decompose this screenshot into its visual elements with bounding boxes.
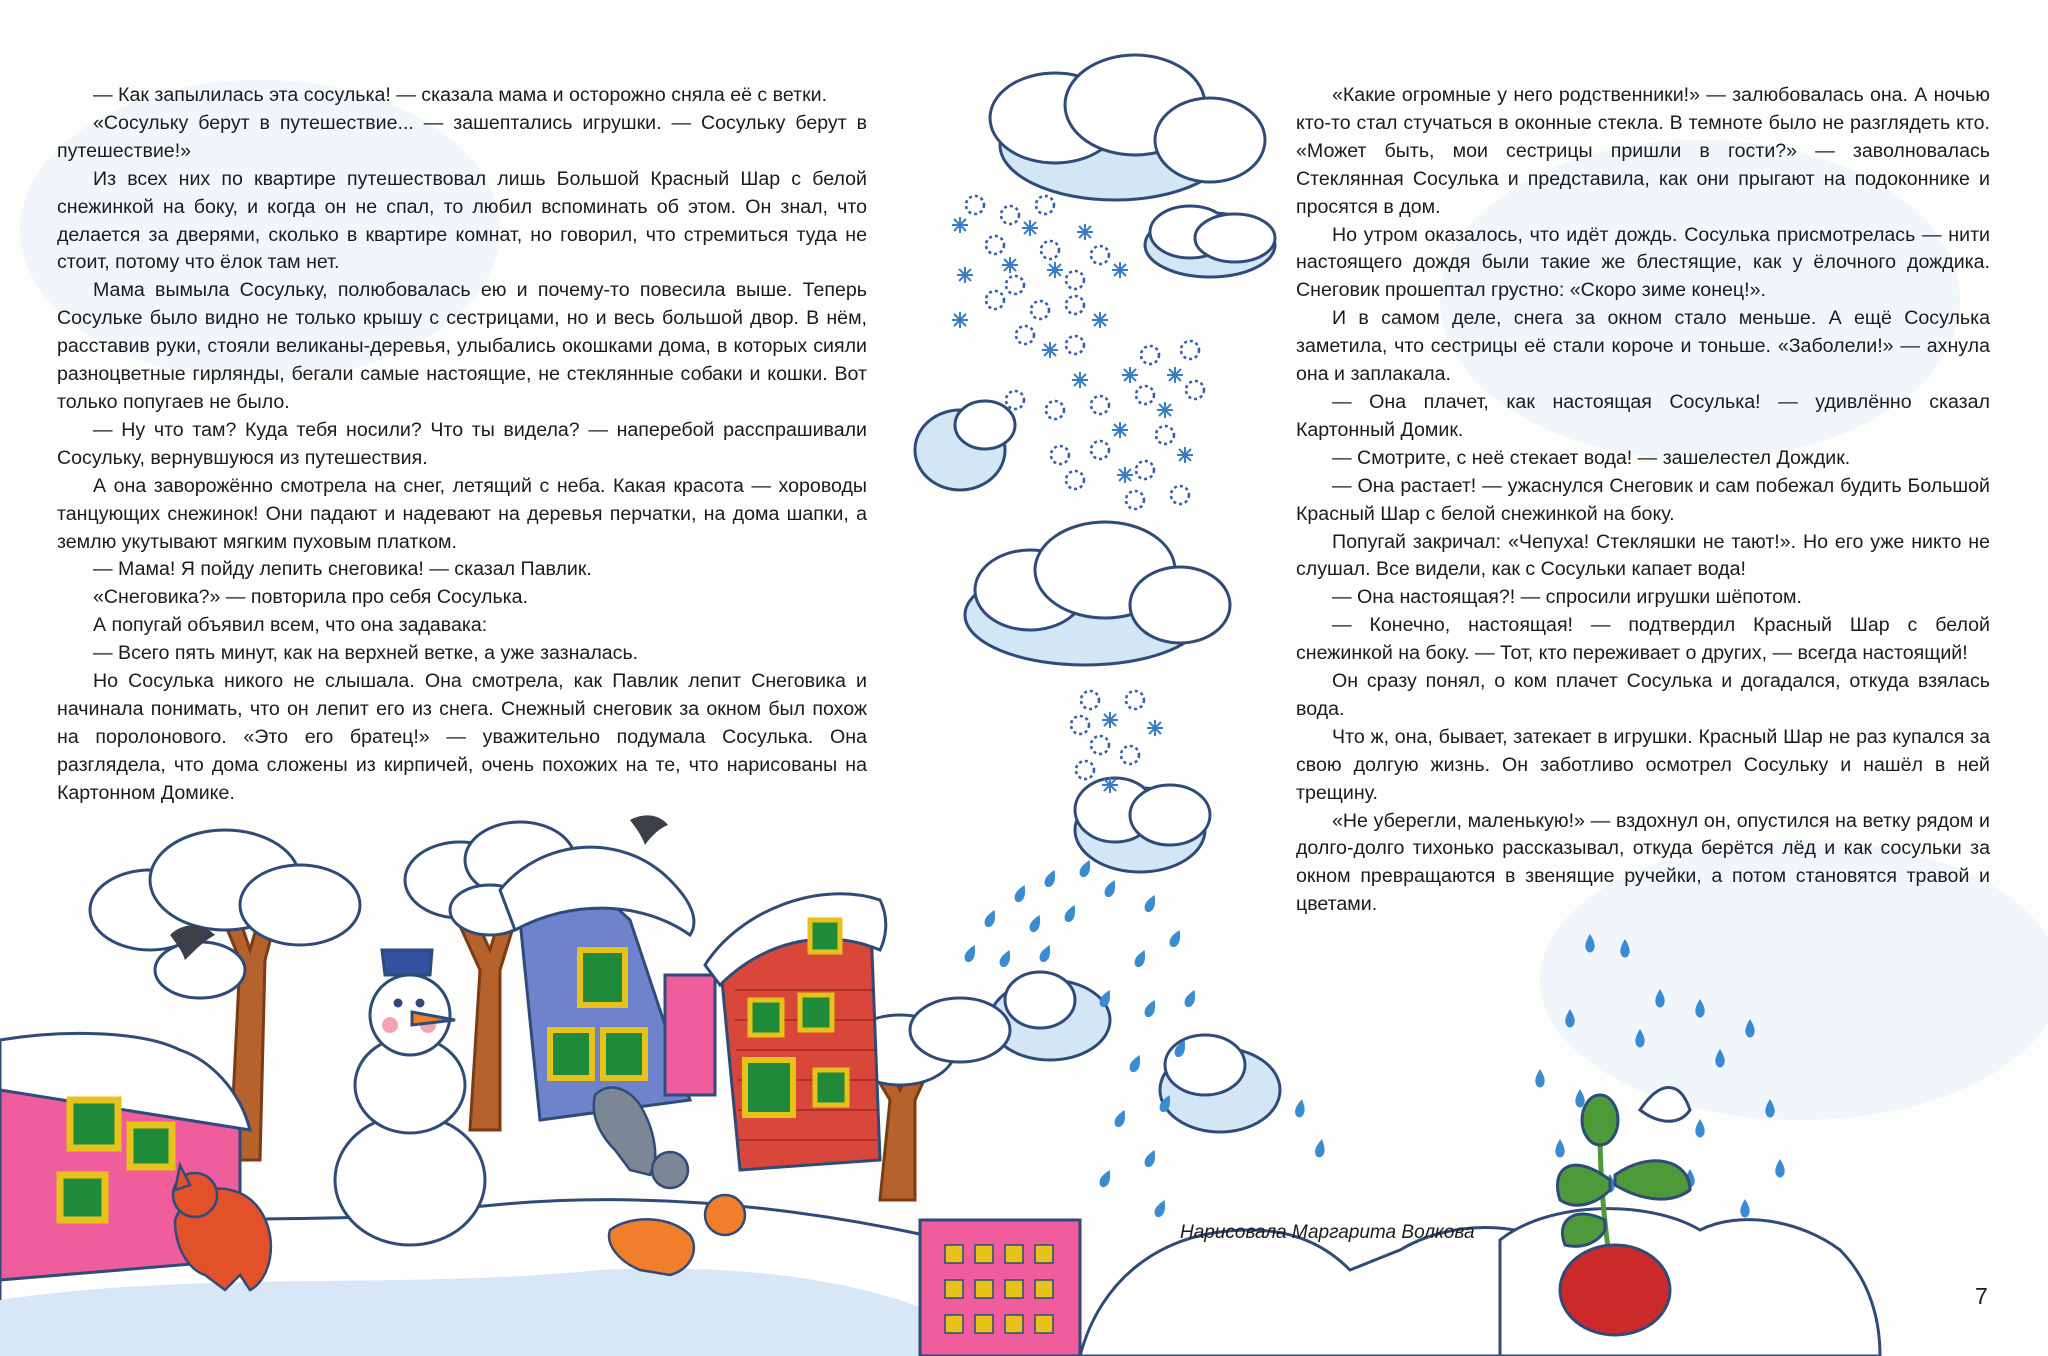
paragraph: — Мама! Я пойду лепить снеговика! — сказал Павлик. (93, 558, 592, 581)
paragraph: Но утром оказалось, что идёт дождь. Сосулька присмотрелась — нити настоящего дождя были такие же блестящие, как у ёлочного дождика. Снеговик прошептал грустно: «Скоро зиме конец!». (1296, 223, 1990, 302)
paragraph: Он сразу понял, о ком плачет Сосулька и догадался, откуда взялась вода. (1296, 670, 1990, 720)
paragraph: — Как запылилась эта сосулька! — сказала мама и осторожно сняла её с ветки. (93, 84, 828, 106)
paragraph: — Всего пять минут, как на верхней ветке, а уже зазналась. (93, 642, 639, 665)
paragraph: — Ну что там? Куда тебя носили? Что ты видела? — наперебой расспрашивали Сосульку, вернувшуюся из путешествия. (57, 418, 867, 469)
paragraph: Но Сосулька никого не слышала. Она смотрела, как Павлик лепит Снеговика и начинала понимать, что он лепит его из снега. Снежный снеговик за окном был похож на поролонового. «Это его братец!» — уважительно подумала Сосулька. Она разглядела, что дома сложены из кирпичей, очень похожих на те, что нарисованы на Картонном Домике. (57, 670, 867, 804)
paragraph: — Она настоящая?! — спросили игрушки шёпотом. (1332, 586, 1802, 609)
snowman (335, 950, 485, 1245)
paragraph: Из всех них по квартире путешествовал лишь Большой Красный Шар с белой снежинкой на боку, и когда он не спал, то любил вспоминать об этом. Он знал, что делается за дверями, сколько в квартире комнат, но говорил, что стремиться туда не стоит, потому что ёлок там нет. (57, 167, 867, 274)
cloud-5 (1075, 778, 1210, 872)
text-column-right (1296, 82, 1990, 919)
brick-house (705, 894, 886, 1170)
cloud-2 (1145, 206, 1275, 277)
paragraph: Мама вымыла Сосульку, полюбовалась ею и почему-то повесила выше. Теперь Сосульке было видно не только крышу с сестрицами, но и весь большой двор. В нём, расставив руки, стояли великаны-деревья, улыбались окошками дома, в которых сияли разноцветные гирлянды, бегали самые настоящие, не стеклянные собаки и кошки. Вот только попугаев не было. (57, 279, 867, 413)
paragraph: — Конечно, настоящая! — подтвердил Красный Шар с белой снежинкой на боку. — Тот, кто переживает о других, — всегда настоящий! (1296, 614, 1990, 665)
cloud-6 (990, 972, 1110, 1060)
cloud-3 (915, 401, 1015, 490)
paragraph: «Снеговика?» — повторила про себя Сосулька. (93, 586, 529, 609)
pink-tower-house (920, 1220, 1080, 1356)
paragraph: «Какие огромные у него родственники!» — залюбовалась она. А ночью кто-то стал стучаться в оконные стекла. В темноте было не разглядеть кто. «Может быть, мои сестрицы пришли в гости?» — заволновалась Стеклянная Сосулька и представила, как они прыгают на подоконнике и просятся в дом. (1296, 84, 1990, 218)
paragraph: — Она растает! — ужаснулся Снеговик и сам побежал будить Большой Красный Шар с белой снежинкой на боку. (1296, 474, 1990, 525)
snowflakes (952, 196, 1204, 793)
paragraph: — Она плачет, как настоящая Сосулька! — удивлённо сказал Картонный Домик. (1296, 390, 1990, 441)
blue-house (500, 847, 715, 1120)
paragraph: Что ж, она, бывает, затекает в игрушки. Красный Шар не раз купался за свою долгую жизнь. Он заботливо осмотрел Сосульку и нашёл в ней трещину. (1296, 725, 1990, 804)
paragraph: И в самом деле, снега за окном стало меньше. А ещё Сосулька заметила, что сестрицы её стали короче и тоньше. «Заболели!» — ахнула она и заплакала. (1296, 307, 1990, 386)
page-number: 7 (1975, 1283, 1988, 1309)
paragraph: Попугай закричал: «Чепуха! Стекляшки не тают!». Но его уже никто не слушал. Все видели, как с Сосульки капает вода! (1296, 530, 1990, 581)
paragraph: — Смотрите, с неё стекает вода! — зашелестел Дождик. (1332, 446, 1851, 469)
paragraph: А попугай объявил всем, что она задавака: (93, 614, 488, 637)
paragraph: А она заворожённо смотрела на снег, летящий с неба. Какая красота — хороводы танцующих снежинок! Они падают и надевают на деревья перчатки, на дома шапки, а землю укутывают мягким пуховым платком. (57, 474, 867, 553)
illustrator-credit: Нарисовала Маргарита Волкова (1180, 1222, 1475, 1243)
paragraph: «Не уберегли, маленькую!» — вздохнул он, опустился на ветку рядом и долго-долго тихонько рассказывал, откуда берётся лёд и как сосульки за окном превращаются в звенящие ручейки, а потом становятся травой и цветами. (1296, 809, 1990, 916)
cloud-1 (990, 55, 1265, 200)
text-column-left (57, 82, 867, 808)
paragraph: «Сосульку берут в путешествие... — зашептались игрушки. — Сосульку берут в путешествие!» (57, 111, 867, 162)
cloud-4 (965, 522, 1230, 665)
